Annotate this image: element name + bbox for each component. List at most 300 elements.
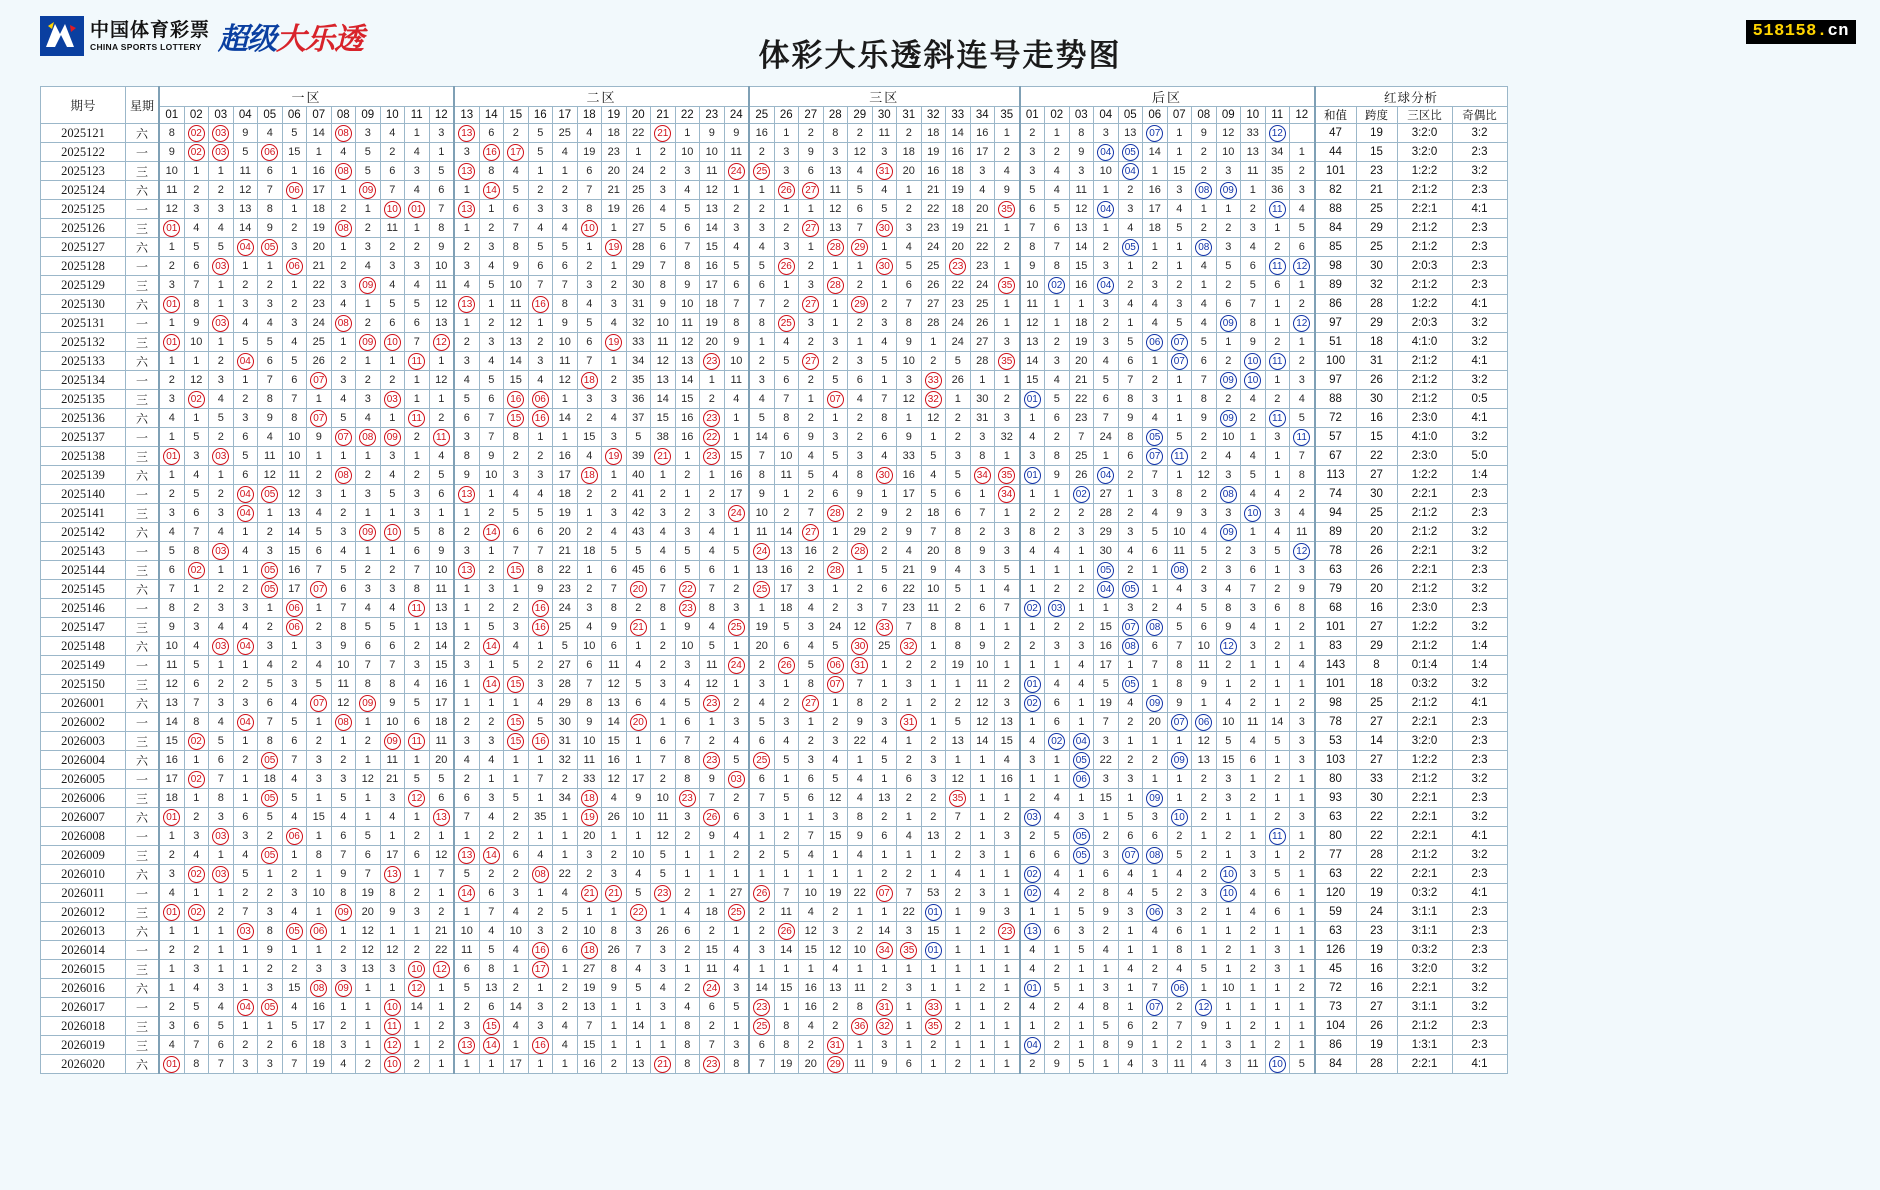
table-row[interactable] — [41, 827, 1508, 846]
cell-issue[interactable]: 2026011 — [41, 884, 126, 903]
cell-z2-10: 2 — [675, 827, 700, 846]
table-row[interactable] — [41, 124, 1508, 143]
cell-z2-5: 14 — [553, 409, 578, 428]
cell-z1-1: 2 — [159, 371, 184, 390]
cell-z4-1: 8 — [1020, 238, 1045, 257]
cell-z2-9: 8 — [651, 276, 676, 295]
cell-issue[interactable]: 2025140 — [41, 485, 126, 504]
cell-z1-10: 17 — [380, 846, 405, 865]
cell-z2-1: 2 — [454, 998, 479, 1017]
cell-z1-10 — [380, 523, 405, 542]
cell-z3-8: 1 — [921, 428, 946, 447]
cell-z4-5: 3 — [1118, 599, 1143, 618]
hit-ball-red: 04 — [237, 239, 254, 256]
hit-ball-red: 02 — [188, 125, 205, 142]
cell-z4-10: 1 — [1241, 523, 1266, 542]
cell-issue[interactable]: 2026003 — [41, 732, 126, 751]
table-row[interactable] — [41, 523, 1508, 542]
cell-issue[interactable]: 2025126 — [41, 219, 126, 238]
cell-z1-8 — [331, 162, 356, 181]
hit-ball-blue: 12 — [1293, 258, 1310, 275]
hit-ball-red: 11 — [433, 429, 450, 446]
cell-analysis-1: 25 — [1356, 238, 1397, 257]
cell-issue[interactable]: 2026004 — [41, 751, 126, 770]
cell-z2-6: 1 — [577, 238, 602, 257]
cell-z1-3: 1 — [209, 922, 234, 941]
cell-z4-11: 6 — [1265, 599, 1290, 618]
cell-z3-8: 1 — [921, 1055, 946, 1074]
cell-z4-9: 5 — [1216, 732, 1241, 751]
cell-z2-12: 5 — [724, 751, 749, 770]
cell-z1-1: 3 — [159, 865, 184, 884]
hit-ball-red: 23 — [654, 885, 671, 902]
hit-ball-blue: 06 — [1146, 334, 1163, 351]
hit-ball-red: 08 — [359, 429, 376, 446]
cell-z3-5: 12 — [848, 618, 873, 637]
table-row[interactable] — [41, 865, 1508, 884]
cell-z1-2: 2 — [184, 181, 209, 200]
table-row[interactable] — [41, 770, 1508, 789]
cell-weekday: 三 — [126, 732, 160, 751]
cell-weekday: 三 — [126, 219, 160, 238]
hit-ball-red: 14 — [483, 1037, 500, 1054]
cell-issue[interactable]: 2026007 — [41, 808, 126, 827]
cell-z4-11: 36 — [1265, 181, 1290, 200]
cell-z1-11: 3 — [405, 903, 430, 922]
cell-weekday: 三 — [126, 276, 160, 295]
hit-ball-blue: 04 — [1097, 581, 1114, 598]
table-row[interactable] — [41, 751, 1508, 770]
cell-issue[interactable]: 2025144 — [41, 561, 126, 580]
cell-issue[interactable]: 2025150 — [41, 675, 126, 694]
cell-z4-8 — [1192, 181, 1217, 200]
cell-z1-3 — [209, 143, 234, 162]
cell-issue[interactable]: 2025137 — [41, 428, 126, 447]
cell-z3-8: 11 — [921, 599, 946, 618]
cell-z2-9: 4 — [651, 694, 676, 713]
cell-z1-12: 1 — [429, 884, 454, 903]
cell-z1-6: 1 — [282, 637, 307, 656]
cell-z4-12: 3 — [1290, 561, 1315, 580]
hit-ball-red: 10 — [384, 334, 401, 351]
table-row[interactable] — [41, 618, 1508, 637]
cell-z1-5: 1 — [258, 599, 283, 618]
cell-z1-7 — [307, 694, 332, 713]
cell-issue[interactable]: 2025129 — [41, 276, 126, 295]
table-row[interactable] — [41, 808, 1508, 827]
cell-z4-11 — [1265, 124, 1290, 143]
table-row[interactable] — [41, 941, 1508, 960]
cell-analysis-3: 3:2 — [1452, 675, 1507, 694]
table-row[interactable] — [41, 428, 1508, 447]
cell-z4-5: 3 — [1118, 903, 1143, 922]
cell-z3-7: 21 — [897, 561, 922, 580]
cell-issue[interactable]: 2026001 — [41, 694, 126, 713]
cell-z1-9: 3 — [356, 390, 381, 409]
cell-z2-1: 5 — [454, 865, 479, 884]
cell-z4-6: 1 — [1143, 865, 1168, 884]
cell-issue[interactable]: 2026010 — [41, 865, 126, 884]
cell-analysis-3: 2:3 — [1452, 1036, 1507, 1055]
hit-ball-red: 06 — [310, 923, 327, 940]
cell-issue[interactable]: 2025123 — [41, 162, 126, 181]
hit-ball-blue: 10 — [1244, 372, 1261, 389]
cell-z4-12: 11 — [1290, 523, 1315, 542]
cell-z2-2 — [479, 1017, 504, 1036]
col-header-z3-30: 30 — [872, 107, 897, 124]
col-header-issue: 期号 — [41, 87, 126, 124]
cell-z1-8 — [331, 124, 356, 143]
table-row[interactable] — [41, 390, 1508, 409]
cell-z4-11: 2 — [1265, 333, 1290, 352]
cell-z3-10: 1 — [970, 1055, 995, 1074]
trend-table-wrap — [40, 86, 1840, 1074]
table-row[interactable] — [41, 276, 1508, 295]
cell-z4-8: 2 — [1192, 846, 1217, 865]
cell-z3-5: 6 — [848, 371, 873, 390]
cell-z2-7: 26 — [602, 808, 627, 827]
table-row[interactable] — [41, 257, 1508, 276]
cell-z4-4: 1 — [1094, 960, 1119, 979]
cell-z2-3: 6 — [504, 523, 529, 542]
cell-z1-2: 7 — [184, 694, 209, 713]
table-row[interactable] — [41, 371, 1508, 390]
cell-analysis-0: 44 — [1315, 143, 1357, 162]
cell-z2-8: 17 — [626, 770, 651, 789]
cell-z3-3: 5 — [799, 656, 824, 675]
cell-issue[interactable]: 2025146 — [41, 599, 126, 618]
cell-z1-5: 1 — [258, 257, 283, 276]
cell-z3-6: 3 — [872, 1036, 897, 1055]
cell-z4-1: 4 — [1020, 732, 1045, 751]
cell-issue[interactable]: 2025147 — [41, 618, 126, 637]
table-row[interactable] — [41, 162, 1508, 181]
hit-ball-blue: 01 — [1024, 676, 1041, 693]
cell-z3-2: 8 — [774, 1017, 799, 1036]
cell-z1-8 — [331, 428, 356, 447]
cell-z3-8: 2 — [921, 732, 946, 751]
table-row[interactable] — [41, 295, 1508, 314]
table-row[interactable] — [41, 637, 1508, 656]
cell-z2-3: 2 — [504, 808, 529, 827]
cell-z4-7: 8 — [1167, 941, 1192, 960]
cell-issue[interactable]: 2026017 — [41, 998, 126, 1017]
cell-z1-2: 10 — [184, 333, 209, 352]
cell-z3-5 — [848, 238, 873, 257]
cell-z4-3: 25 — [1069, 447, 1094, 466]
cell-z4-12: 1 — [1290, 637, 1315, 656]
cell-z4-10: 11 — [1241, 1055, 1266, 1074]
cell-z3-6: 8 — [872, 409, 897, 428]
table-row[interactable] — [41, 979, 1508, 998]
cell-z2-5: 4 — [553, 1036, 578, 1055]
cell-z1-6: 5 — [282, 352, 307, 371]
cell-z3-3: 16 — [799, 542, 824, 561]
cell-issue[interactable]: 2026002 — [41, 713, 126, 732]
cell-z4-10: 4 — [1241, 390, 1266, 409]
cell-z2-1: 4 — [454, 751, 479, 770]
hit-ball-red: 09 — [359, 695, 376, 712]
cell-issue[interactable]: 2026008 — [41, 827, 126, 846]
cell-issue[interactable]: 2026005 — [41, 770, 126, 789]
table-row[interactable] — [41, 580, 1508, 599]
cell-z3-10: 1 — [970, 865, 995, 884]
cell-z1-4: 1 — [233, 960, 258, 979]
table-row[interactable] — [41, 561, 1508, 580]
cell-z2-11 — [700, 409, 725, 428]
cell-issue[interactable]: 2025131 — [41, 314, 126, 333]
hit-ball-blue: 08 — [1195, 182, 1212, 199]
table-row[interactable] — [41, 352, 1508, 371]
cell-z3-7: 10 — [897, 352, 922, 371]
table-row[interactable] — [41, 1036, 1508, 1055]
cell-z1-12: 2 — [429, 903, 454, 922]
hit-ball-red: 06 — [286, 182, 303, 199]
cell-z3-2: 15 — [774, 979, 799, 998]
cell-analysis-2: 4:1:0 — [1397, 428, 1452, 447]
cell-z3-1: 4 — [749, 390, 774, 409]
table-row[interactable] — [41, 219, 1508, 238]
cell-z3-2: 5 — [774, 846, 799, 865]
table-row[interactable] — [41, 1017, 1508, 1036]
cell-issue[interactable]: 2026009 — [41, 846, 126, 865]
table-row[interactable] — [41, 599, 1508, 618]
hit-ball-red: 19 — [581, 809, 598, 826]
table-row[interactable] — [41, 333, 1508, 352]
cell-z1-5: 2 — [258, 618, 283, 637]
cell-z3-3: 4 — [799, 599, 824, 618]
cell-z3-1: 5 — [749, 257, 774, 276]
hit-ball-blue: 09 — [1171, 752, 1188, 769]
cell-z4-7: 1 — [1167, 390, 1192, 409]
cell-z2-4: 2 — [528, 903, 553, 922]
cell-z1-9: 1 — [356, 352, 381, 371]
cell-z1-6: 10 — [282, 428, 307, 447]
cell-issue[interactable]: 2025122 — [41, 143, 126, 162]
cell-issue[interactable]: 2025130 — [41, 295, 126, 314]
hit-ball-blue: 01 — [1024, 980, 1041, 997]
cell-z3-5: 2 — [848, 314, 873, 333]
cell-z1-8: 4 — [331, 808, 356, 827]
cell-z4-11 — [1265, 1055, 1290, 1074]
cell-z4-7: 1 — [1167, 466, 1192, 485]
cell-z1-8: 4 — [331, 295, 356, 314]
hit-ball-blue: 05 — [1122, 581, 1139, 598]
cell-z1-8 — [331, 466, 356, 485]
cell-z1-10: 3 — [380, 580, 405, 599]
cell-z3-1: 16 — [749, 124, 774, 143]
cell-issue[interactable]: 2025124 — [41, 181, 126, 200]
cell-issue[interactable]: 2025134 — [41, 371, 126, 390]
cell-z2-7: 1 — [602, 219, 627, 238]
cell-analysis-3: 2:3 — [1452, 732, 1507, 751]
table-row[interactable] — [41, 200, 1508, 219]
cell-issue[interactable]: 2025139 — [41, 466, 126, 485]
cell-z3-5 — [848, 542, 873, 561]
cell-issue[interactable]: 2025148 — [41, 637, 126, 656]
table-row[interactable] — [41, 466, 1508, 485]
table-row[interactable] — [41, 903, 1508, 922]
cell-z1-1: 15 — [159, 732, 184, 751]
cell-issue[interactable]: 2026018 — [41, 1017, 126, 1036]
cell-z3-7: 5 — [897, 257, 922, 276]
cell-z3-5: 6 — [848, 200, 873, 219]
table-row[interactable] — [41, 998, 1508, 1017]
cell-analysis-0: 72 — [1315, 409, 1357, 428]
cell-issue[interactable]: 2026014 — [41, 941, 126, 960]
cell-issue[interactable]: 2026020 — [41, 1055, 126, 1074]
cell-z2-9: 1 — [651, 618, 676, 637]
cell-z4-3: 3 — [1069, 922, 1094, 941]
cell-z2-7: 8 — [602, 599, 627, 618]
table-row[interactable] — [41, 656, 1508, 675]
cell-analysis-0: 89 — [1315, 276, 1357, 295]
cell-issue[interactable]: 2026019 — [41, 1036, 126, 1055]
hit-ball-red: 04 — [237, 999, 254, 1016]
table-row[interactable] — [41, 181, 1508, 200]
hit-ball-red: 06 — [532, 391, 549, 408]
table-row[interactable] — [41, 732, 1508, 751]
cell-issue[interactable]: 2026015 — [41, 960, 126, 979]
cell-z2-4: 7 — [528, 770, 553, 789]
cell-issue[interactable]: 2025145 — [41, 580, 126, 599]
cell-z3-1 — [749, 884, 774, 903]
table-row[interactable] — [41, 675, 1508, 694]
cell-issue[interactable]: 2025135 — [41, 390, 126, 409]
table-row[interactable] — [41, 713, 1508, 732]
cell-z1-9: 1 — [356, 808, 381, 827]
cell-issue[interactable]: 2026016 — [41, 979, 126, 998]
cell-z4-11: 1 — [1265, 1017, 1290, 1036]
hit-ball-red: 13 — [458, 562, 475, 579]
cell-z2-6: 5 — [577, 314, 602, 333]
trend-table — [40, 86, 1508, 1074]
cell-z1-3 — [209, 827, 234, 846]
cell-z1-1: 3 — [159, 504, 184, 523]
cell-z2-5: 28 — [553, 675, 578, 694]
cell-issue[interactable]: 2025132 — [41, 333, 126, 352]
cell-z1-11: 1 — [405, 808, 430, 827]
hit-ball-red: 30 — [876, 220, 893, 237]
cell-z3-4: 3 — [823, 333, 848, 352]
cell-issue[interactable]: 2026006 — [41, 789, 126, 808]
cell-z2-9: 2 — [651, 143, 676, 162]
cell-z4-9: 10 — [1216, 713, 1241, 732]
cell-z3-8: 18 — [921, 124, 946, 143]
cell-z4-5: 4 — [1118, 295, 1143, 314]
cell-z4-8 — [1192, 998, 1217, 1017]
table-row[interactable] — [41, 694, 1508, 713]
cell-z2-10: 7 — [675, 238, 700, 257]
cell-z4-7: 2 — [1167, 998, 1192, 1017]
cell-issue[interactable]: 2025136 — [41, 409, 126, 428]
table-row[interactable] — [41, 884, 1508, 903]
cell-z3-3: 2 — [799, 732, 824, 751]
table-row[interactable] — [41, 922, 1508, 941]
cell-z4-8: 9 — [1192, 124, 1217, 143]
cell-z2-11: 10 — [700, 143, 725, 162]
cell-z4-1: 1 — [1020, 561, 1045, 580]
cell-z3-6: 7 — [872, 390, 897, 409]
hit-ball-red: 31 — [851, 657, 868, 674]
cell-z1-3: 5 — [209, 732, 234, 751]
cell-z2-10: 2 — [675, 979, 700, 998]
table-row[interactable] — [41, 504, 1508, 523]
cell-z1-11: 8 — [405, 580, 430, 599]
cell-issue[interactable]: 2025125 — [41, 200, 126, 219]
cell-z4-2: 9 — [1045, 1055, 1070, 1074]
cell-z1-7: 19 — [307, 1055, 332, 1074]
cell-issue[interactable]: 2025141 — [41, 504, 126, 523]
table-row[interactable] — [41, 447, 1508, 466]
cell-z2-3: 6 — [504, 846, 529, 865]
cell-z3-2: 1 — [774, 770, 799, 789]
cell-z1-4: 2 — [233, 751, 258, 770]
cell-analysis-1: 19 — [1356, 884, 1397, 903]
cell-analysis-0: 100 — [1315, 352, 1357, 371]
cell-issue[interactable]: 2025143 — [41, 542, 126, 561]
table-row[interactable] — [41, 409, 1508, 428]
cell-z2-5: 16 — [553, 447, 578, 466]
cell-z4-10: 1 — [1241, 808, 1266, 827]
table-row[interactable] — [41, 846, 1508, 865]
cell-z3-6: 5 — [872, 200, 897, 219]
hit-ball-red: 16 — [532, 942, 549, 959]
table-row[interactable] — [41, 542, 1508, 561]
cell-z1-11: 6 — [405, 314, 430, 333]
cell-z3-10: 8 — [970, 447, 995, 466]
cell-z4-7: 4 — [1167, 599, 1192, 618]
cell-issue[interactable]: 2026012 — [41, 903, 126, 922]
table-row[interactable] — [41, 238, 1508, 257]
cell-issue[interactable]: 2025121 — [41, 124, 126, 143]
table-row[interactable] — [41, 789, 1508, 808]
cell-issue[interactable]: 2025127 — [41, 238, 126, 257]
cell-z2-2: 10 — [479, 466, 504, 485]
cell-z3-11: 1 — [995, 257, 1020, 276]
cell-z2-12: 1 — [724, 922, 749, 941]
cell-issue[interactable]: 2025142 — [41, 523, 126, 542]
table-row[interactable] — [41, 485, 1508, 504]
cell-z4-1: 1 — [1020, 409, 1045, 428]
col-header-z1-09: 09 — [356, 107, 381, 124]
cell-z4-1: 11 — [1020, 295, 1045, 314]
cell-issue[interactable]: 2025138 — [41, 447, 126, 466]
cell-z4-5: 4 — [1118, 1055, 1143, 1074]
cell-z2-1 — [454, 561, 479, 580]
table-row[interactable] — [41, 314, 1508, 333]
cell-z2-5: 1 — [553, 827, 578, 846]
col-header-z4-01: 01 — [1020, 107, 1045, 124]
cell-issue[interactable]: 2025133 — [41, 352, 126, 371]
cell-issue[interactable]: 2025149 — [41, 656, 126, 675]
cell-z1-6: 13 — [282, 504, 307, 523]
cell-z2-10: 16 — [675, 428, 700, 447]
cell-z3-6: 3 — [872, 143, 897, 162]
cell-z4-9: 2 — [1216, 827, 1241, 846]
cell-z2-4: 1 — [528, 979, 553, 998]
table-row[interactable] — [41, 960, 1508, 979]
cell-z3-7: 6 — [897, 770, 922, 789]
cell-issue[interactable]: 2025128 — [41, 257, 126, 276]
cell-analysis-3: 1:4 — [1452, 637, 1507, 656]
cell-analysis-3: 2:3 — [1452, 181, 1507, 200]
cell-issue[interactable]: 2026013 — [41, 922, 126, 941]
cell-z1-8: 8 — [331, 618, 356, 637]
cell-z3-11: 1 — [995, 865, 1020, 884]
table-row[interactable] — [41, 143, 1508, 162]
table-row[interactable] — [41, 1055, 1508, 1074]
